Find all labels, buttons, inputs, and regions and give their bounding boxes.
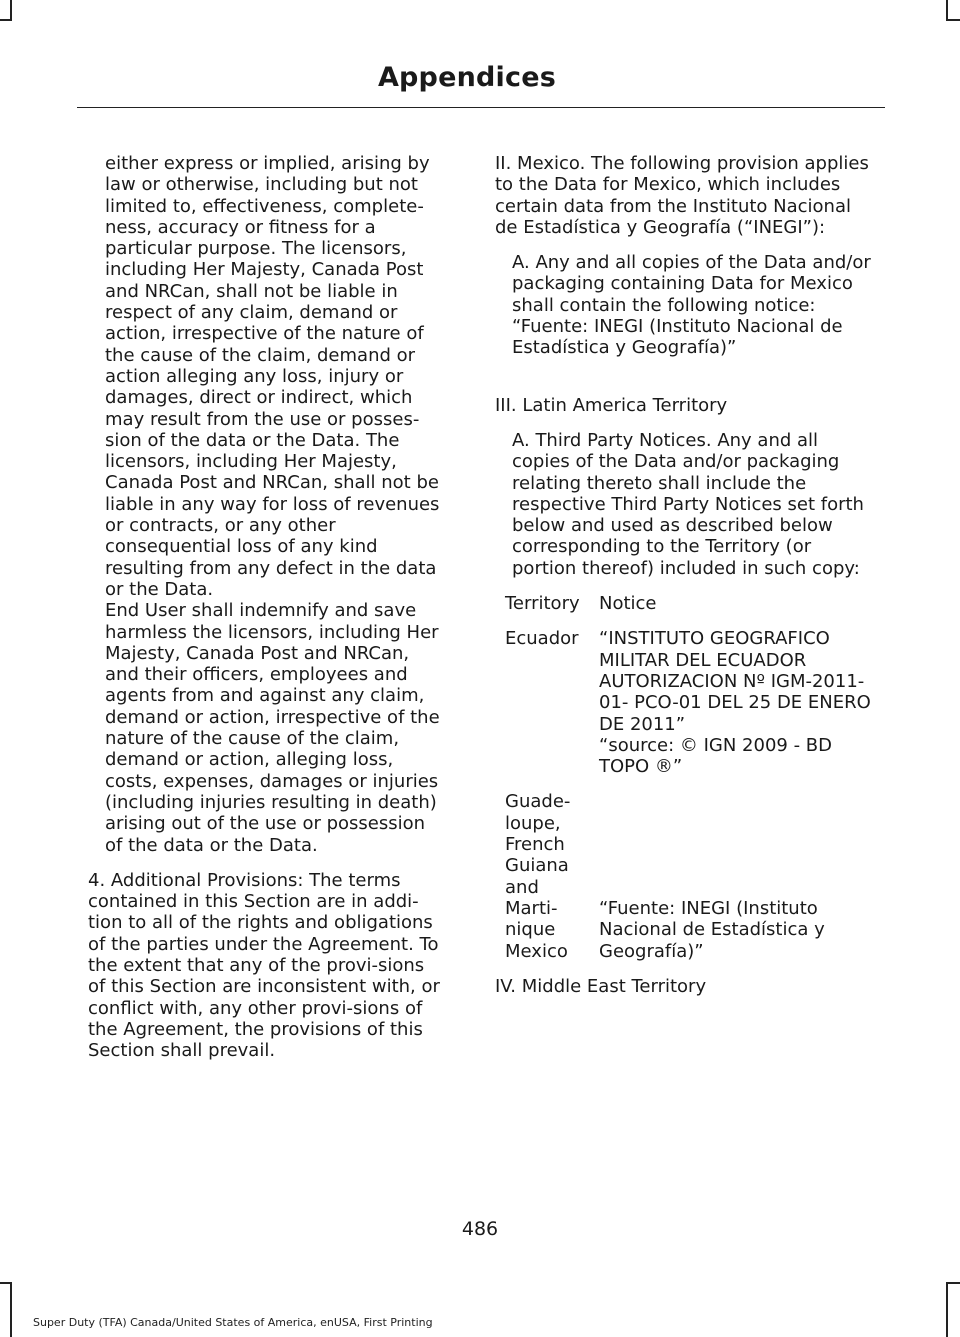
crop-mark-top-left-h: [0, 19, 12, 21]
latam-item-a: A. Third Party Notices. Any and all copies of the Data and/or packaging relating thereto shall include the respective Third Party Notices set forth below and used as described below corresponding to the Territory (or portion thereof) included in such copy:: [512, 429, 864, 579]
table-header-row: [505, 593, 875, 614]
latam-heading: III. Latin America Territory: [495, 394, 728, 416]
table-cell-territory: Ecuador: [505, 628, 579, 650]
table-cell-territory: Guade-loupe, French Guiana and Marti-nique Mexico: [505, 791, 571, 962]
crop-mark-bottom-left-h: [0, 1282, 12, 1284]
middle-east-heading: IV. Middle East Territory: [495, 975, 707, 997]
table-cell-notice: “Fuente: INEGI (Instituto Nacional de Estadística y Geografía)”: [599, 897, 825, 962]
table-header-territory: Territory: [505, 593, 580, 615]
page-title: Appendices: [377, 62, 556, 93]
right-column: [495, 153, 875, 997]
table-row: [505, 791, 875, 961]
crop-mark-bottom-right-v: [946, 1282, 948, 1337]
table-cell-notice-source: “source: © IGN 2009 - BD TOPO ®”: [599, 734, 833, 778]
table-header-notice: Notice: [599, 593, 657, 615]
crop-mark-top-right-h: [946, 19, 960, 21]
disclaimer-paragraph: either express or implied, arising by law or otherwise, including but not limited to, effectiveness, complete-ness, accuracy or fitness for a particular purpose. The licensors, including Her Majesty, Canada Post and NRCan, shall not be liable in respect of any claim, demand or action, irrespective of the nature of the cause of the claim, demand or action alleging any loss, injury or damages, direct or indirect, which may result from the use or posses-sion of the data or the Data. The licensors, including Her Majesty, Canada Post and NRCan, shall not be liable in any way for loss of revenues or contracts, or any other consequential loss of any kind resulting from any defect in the data or the Data.: [105, 153, 440, 600]
notice-table: [505, 593, 875, 962]
crop-mark-bottom-right-h: [946, 1282, 960, 1284]
footer-text: Super Duty (TFA) Canada/United States of America, enUSA, First Printing: [33, 1316, 433, 1329]
mexico-heading: II. Mexico. The following provision applies to the Data for Mexico, which includes certain data from the Instituto Nacional de Estadística y Geografía (“INEGI”):: [495, 153, 869, 238]
mexico-item-a: A. Any and all copies of the Data and/or packaging containing Data for Mexico shall contain the following notice: “Fuente: INEGI (Instituto Nacional de Estadística y Geografía)”: [512, 252, 871, 359]
indemnify-paragraph: End User shall indemnify and save harmless the licensors, including Her Majesty, Canada Post and NRCan, and their officers, employees and agents from and against any claim, demand or action, irrespective of the nature of the cause of the claim, demand or action, alleging loss, costs, expenses, damages or injuries (including injuries resulting in death) arising out of the use or possession of the data or the Data.: [105, 600, 440, 856]
left-column: [88, 153, 440, 1061]
table-row: [505, 628, 875, 777]
page-number: 486: [461, 1218, 499, 1240]
additional-provisions-paragraph: 4. Additional Provisions: The terms contained in this Section are in addi-tion to all of the rights and obligations of the parties under the Agreement. To the extent that any of the provi-sions of this Section are inconsistent with, or conflict with, any other provi-sions of the Agreement, the provisions of this Section shall prevail.: [88, 869, 440, 1062]
crop-mark-bottom-left-v: [10, 1282, 12, 1337]
crop-mark-top-right-v: [946, 0, 948, 21]
table-cell-notice: “INSTITUTO GEOGRAFICO MILITAR DEL ECUADOR AUTORIZACION Nº IGM-2011-01- PCO-01 DEL 25 DE ENERO DE 2011”: [599, 628, 871, 735]
header-divider: [77, 107, 885, 108]
crop-mark-top-left-v: [10, 0, 12, 21]
